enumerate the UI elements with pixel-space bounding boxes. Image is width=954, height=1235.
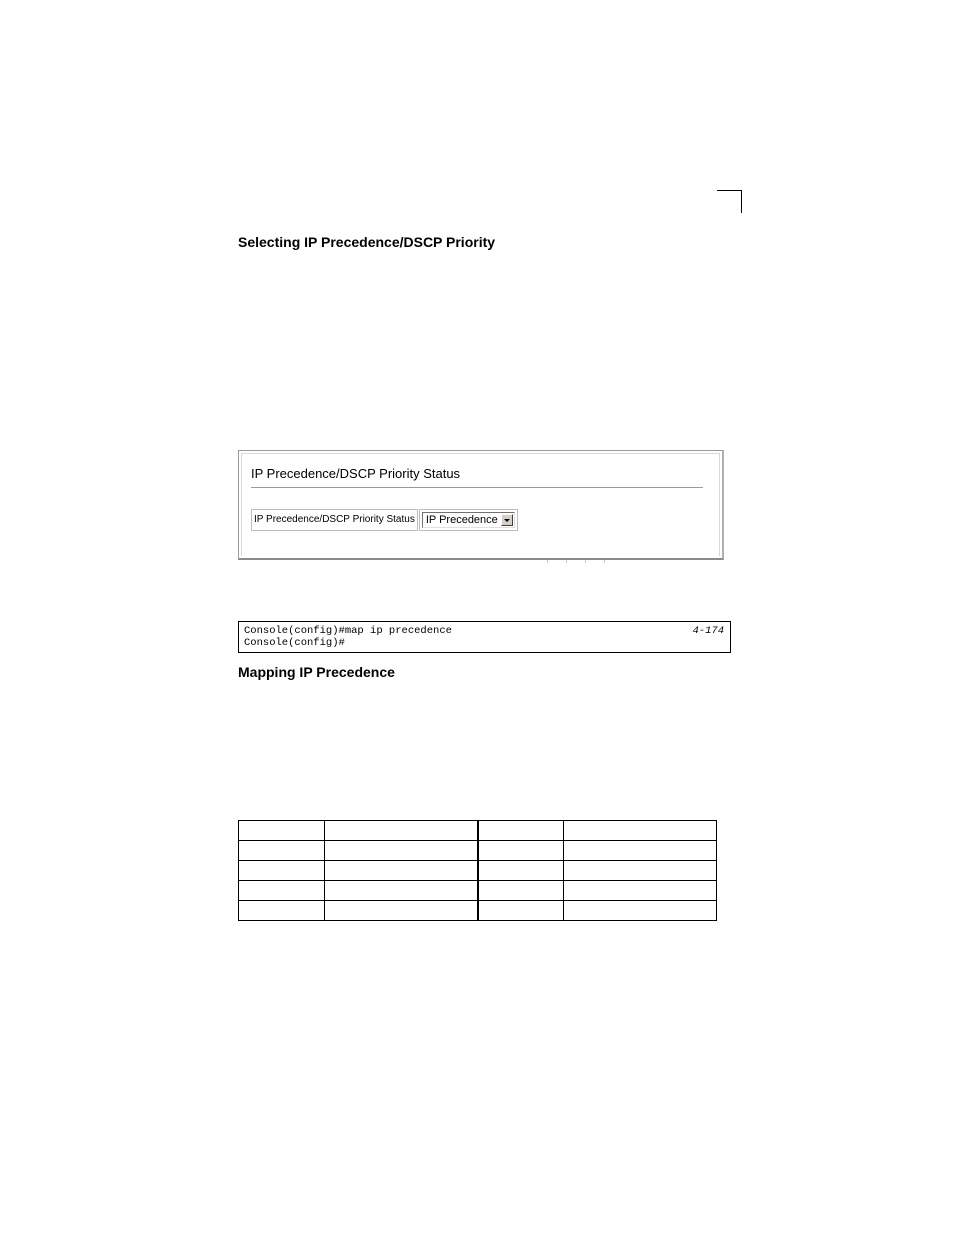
table-cell	[478, 821, 564, 841]
table-cell	[325, 901, 479, 921]
priority-status-select-value: IP Precedence	[425, 514, 498, 526]
table-cell	[325, 881, 479, 901]
table-cell	[239, 861, 325, 881]
section-heading-mapping: Mapping IP Precedence	[238, 664, 395, 680]
table-cell	[239, 901, 325, 921]
table-row	[239, 901, 717, 921]
table-cell	[564, 861, 717, 881]
table-row	[239, 861, 717, 881]
console-page-reference: 4-174	[692, 625, 724, 637]
table-cell	[564, 901, 717, 921]
table-cell	[478, 901, 564, 921]
page-corner-mark	[717, 190, 742, 213]
table-cell	[478, 861, 564, 881]
table-cell	[478, 881, 564, 901]
table-cell	[478, 841, 564, 861]
panel-frame	[241, 453, 720, 556]
table-row	[239, 821, 717, 841]
priority-status-select[interactable]	[422, 512, 515, 528]
panel-divider	[251, 487, 703, 488]
chevron-down-icon[interactable]	[501, 514, 513, 526]
priority-status-label: IP Precedence/DSCP Priority Status	[251, 509, 418, 531]
table-cell	[564, 841, 717, 861]
console-line: Console(config)#	[244, 637, 345, 649]
table-cell	[325, 821, 479, 841]
table-cell	[564, 821, 717, 841]
table-cell	[325, 841, 479, 861]
priority-status-field	[251, 509, 518, 531]
table-cell	[239, 821, 325, 841]
section-heading-selecting: Selecting IP Precedence/DSCP Priority	[238, 234, 496, 250]
table-cell	[239, 841, 325, 861]
precedence-mapping-table	[238, 820, 717, 921]
table-row	[239, 841, 717, 861]
panel-artifact	[547, 560, 607, 563]
table-row	[239, 881, 717, 901]
priority-status-cell	[419, 509, 518, 531]
table-cell	[325, 861, 479, 881]
priority-status-panel	[238, 450, 724, 560]
console-example	[238, 621, 731, 653]
console-line: Console(config)#map ip precedence	[244, 625, 452, 637]
table-cell	[564, 881, 717, 901]
panel-title: IP Precedence/DSCP Priority Status	[251, 466, 461, 481]
table-cell	[239, 881, 325, 901]
